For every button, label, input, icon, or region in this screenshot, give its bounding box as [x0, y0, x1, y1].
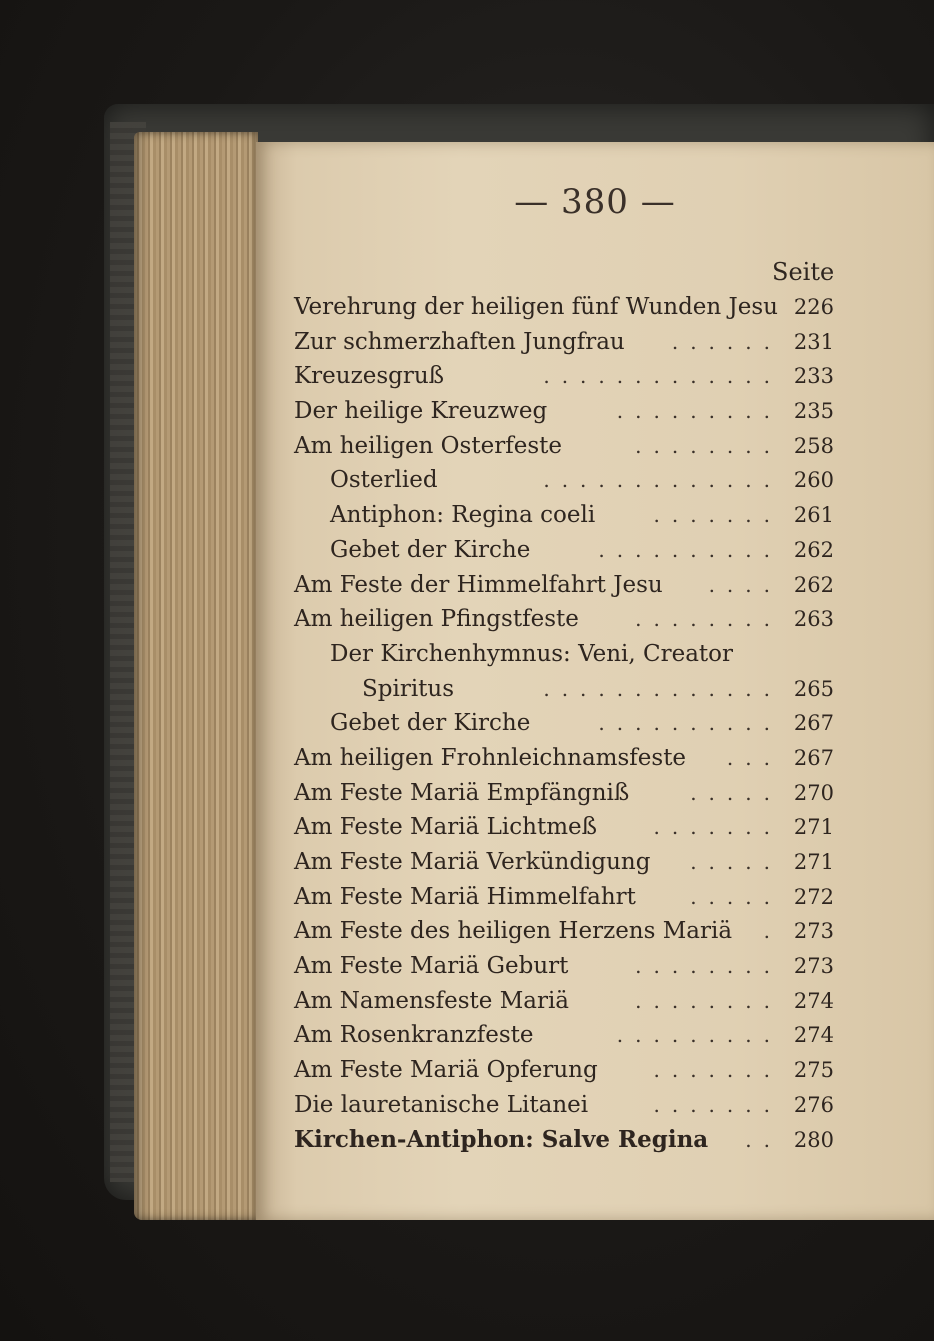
dot-leader: ........	[635, 954, 782, 979]
toc-entry	[294, 1053, 834, 1088]
page-column-header: Seite	[772, 258, 835, 286]
toc-entry-title: Gebet der Kirche	[330, 710, 531, 737]
toc-entry	[294, 498, 834, 533]
dot-leader: .....	[690, 780, 782, 805]
dot-leader: .....	[690, 850, 782, 874]
toc-entry-title: Verehrung der heiligen fünf Wunden Jesu	[294, 294, 778, 320]
toc-entry	[294, 672, 834, 707]
toc-entry	[294, 359, 834, 394]
toc-entry-page: 262	[793, 572, 834, 597]
toc-entry	[294, 706, 834, 741]
toc-entry	[294, 810, 834, 845]
toc-entry-title: Am Feste Mariä Himmelfahrt	[294, 883, 636, 910]
toc-entry-title: Der Kirchenhymnus: Veni, Creator	[330, 640, 734, 667]
toc-entry-title: Gebet der Kirche	[330, 536, 531, 563]
toc-entry-title: Kreuzesgruß	[294, 363, 445, 390]
toc-entry-page: 274	[793, 1023, 834, 1048]
toc-entry-title: Zur schmerzhaften Jungfrau	[294, 328, 625, 355]
toc-entry-page: 233	[793, 364, 834, 389]
toc-entry	[294, 429, 834, 464]
toc-entry-title: Die lauretanische Litanei	[294, 1091, 589, 1118]
toc-entry-title: Am Feste Mariä Lichtmeß	[294, 814, 597, 841]
toc-entry-title: Osterlied	[330, 467, 438, 494]
toc-entry	[294, 463, 834, 498]
toc-entry-page: 271	[793, 815, 834, 840]
toc-entry	[294, 1018, 834, 1053]
toc-entry	[294, 394, 834, 429]
dot-leader: .....	[690, 884, 782, 909]
toc-entry-page: 273	[793, 954, 834, 979]
toc-entry-title: Kirchen-Antiphon: Salve Regina	[294, 1125, 709, 1153]
dot-leader: ...	[726, 745, 782, 770]
dot-leader: ..	[745, 1127, 782, 1152]
toc-entry-title: Am heiligen Frohnleichnamsfeste	[294, 744, 687, 771]
page-number: — 380 —	[514, 182, 676, 222]
dot-leader: ..........	[598, 711, 782, 736]
toc-entry	[294, 602, 834, 637]
toc-entry-page: 262	[793, 537, 834, 562]
toc-entry-title: Am Namensfeste Mariä	[294, 987, 570, 1014]
toc-entry-page: 265	[793, 676, 834, 701]
dot-leader: ......	[671, 329, 782, 354]
toc-entry	[294, 637, 834, 672]
toc-entry-title: Antiphon: Regina coeli	[330, 502, 596, 529]
toc-entry-title: Am Rosenkranzfeste	[294, 1022, 534, 1049]
toc-entry-page: 231	[793, 329, 834, 354]
toc-entry-page: 263	[793, 607, 834, 632]
toc-entry	[294, 914, 834, 949]
book-page	[256, 142, 934, 1220]
toc-entry-page: 272	[793, 884, 834, 909]
toc-entry-page: 258	[793, 433, 834, 458]
dot-leader: .......	[653, 503, 782, 528]
toc-entry-title: Am heiligen Pfingstfeste	[294, 606, 579, 633]
table-of-contents	[294, 290, 834, 1157]
toc-entry-page: 260	[793, 468, 834, 493]
toc-entry	[294, 949, 834, 984]
toc-entry-title: Spiritus	[362, 675, 455, 702]
dot-leader: ....	[708, 572, 782, 597]
toc-entry-page: 273	[793, 919, 834, 944]
toc-entry-page: 261	[793, 503, 834, 528]
toc-entry-title: Am Feste Mariä Empfängniß	[294, 779, 630, 806]
toc-entry	[294, 1123, 834, 1158]
toc-entry-title: Am heiligen Osterfeste	[294, 432, 562, 459]
dot-leader: .......	[653, 1092, 782, 1117]
toc-entry	[294, 568, 834, 603]
dot-leader: .............	[543, 676, 782, 701]
toc-entry-page: 276	[793, 1092, 834, 1117]
dot-leader: .	[763, 919, 782, 944]
toc-entry	[294, 984, 834, 1019]
toc-entry-page: 226	[793, 295, 834, 319]
dot-leader: .........	[616, 399, 782, 424]
dot-leader: .............	[543, 468, 782, 493]
dot-leader: ..........	[598, 537, 782, 562]
toc-entry	[294, 1088, 834, 1123]
page-edges	[134, 132, 258, 1220]
toc-entry-page: 271	[793, 850, 834, 874]
dot-leader: ........	[635, 433, 782, 458]
dot-leader: ........	[635, 607, 782, 632]
toc-entry-title: Am Feste des heiligen Herzens Mariä	[294, 918, 733, 945]
toc-entry	[294, 533, 834, 568]
toc-entry-title: Am Feste Mariä Geburt	[294, 953, 569, 980]
toc-entry	[294, 776, 834, 811]
toc-entry-page: 275	[793, 1058, 834, 1083]
dot-leader: .........	[616, 1023, 782, 1048]
toc-entry	[294, 845, 834, 880]
toc-entry	[294, 880, 834, 915]
toc-entry-page: 274	[793, 988, 834, 1013]
toc-entry-page: 280	[793, 1127, 834, 1152]
dot-leader: .......	[653, 1058, 782, 1083]
toc-entry-page: 267	[793, 711, 834, 736]
dot-leader: .......	[653, 815, 782, 840]
toc-entry	[294, 290, 834, 325]
toc-entry	[294, 741, 834, 776]
toc-entry-page: 270	[793, 780, 834, 805]
dot-leader: .............	[543, 364, 782, 389]
toc-entry-title: Am Feste Mariä Verkündigung	[294, 849, 651, 875]
toc-entry-title: Der heilige Kreuzweg	[294, 398, 548, 425]
toc-entry	[294, 325, 834, 360]
toc-entry-page: 235	[793, 399, 834, 424]
toc-entry-title: Am Feste der Himmelfahrt Jesu	[294, 571, 663, 598]
dot-leader: ........	[635, 988, 782, 1013]
toc-entry-title: Am Feste Mariä Opferung	[294, 1057, 598, 1084]
toc-entry-page: 267	[793, 745, 834, 770]
